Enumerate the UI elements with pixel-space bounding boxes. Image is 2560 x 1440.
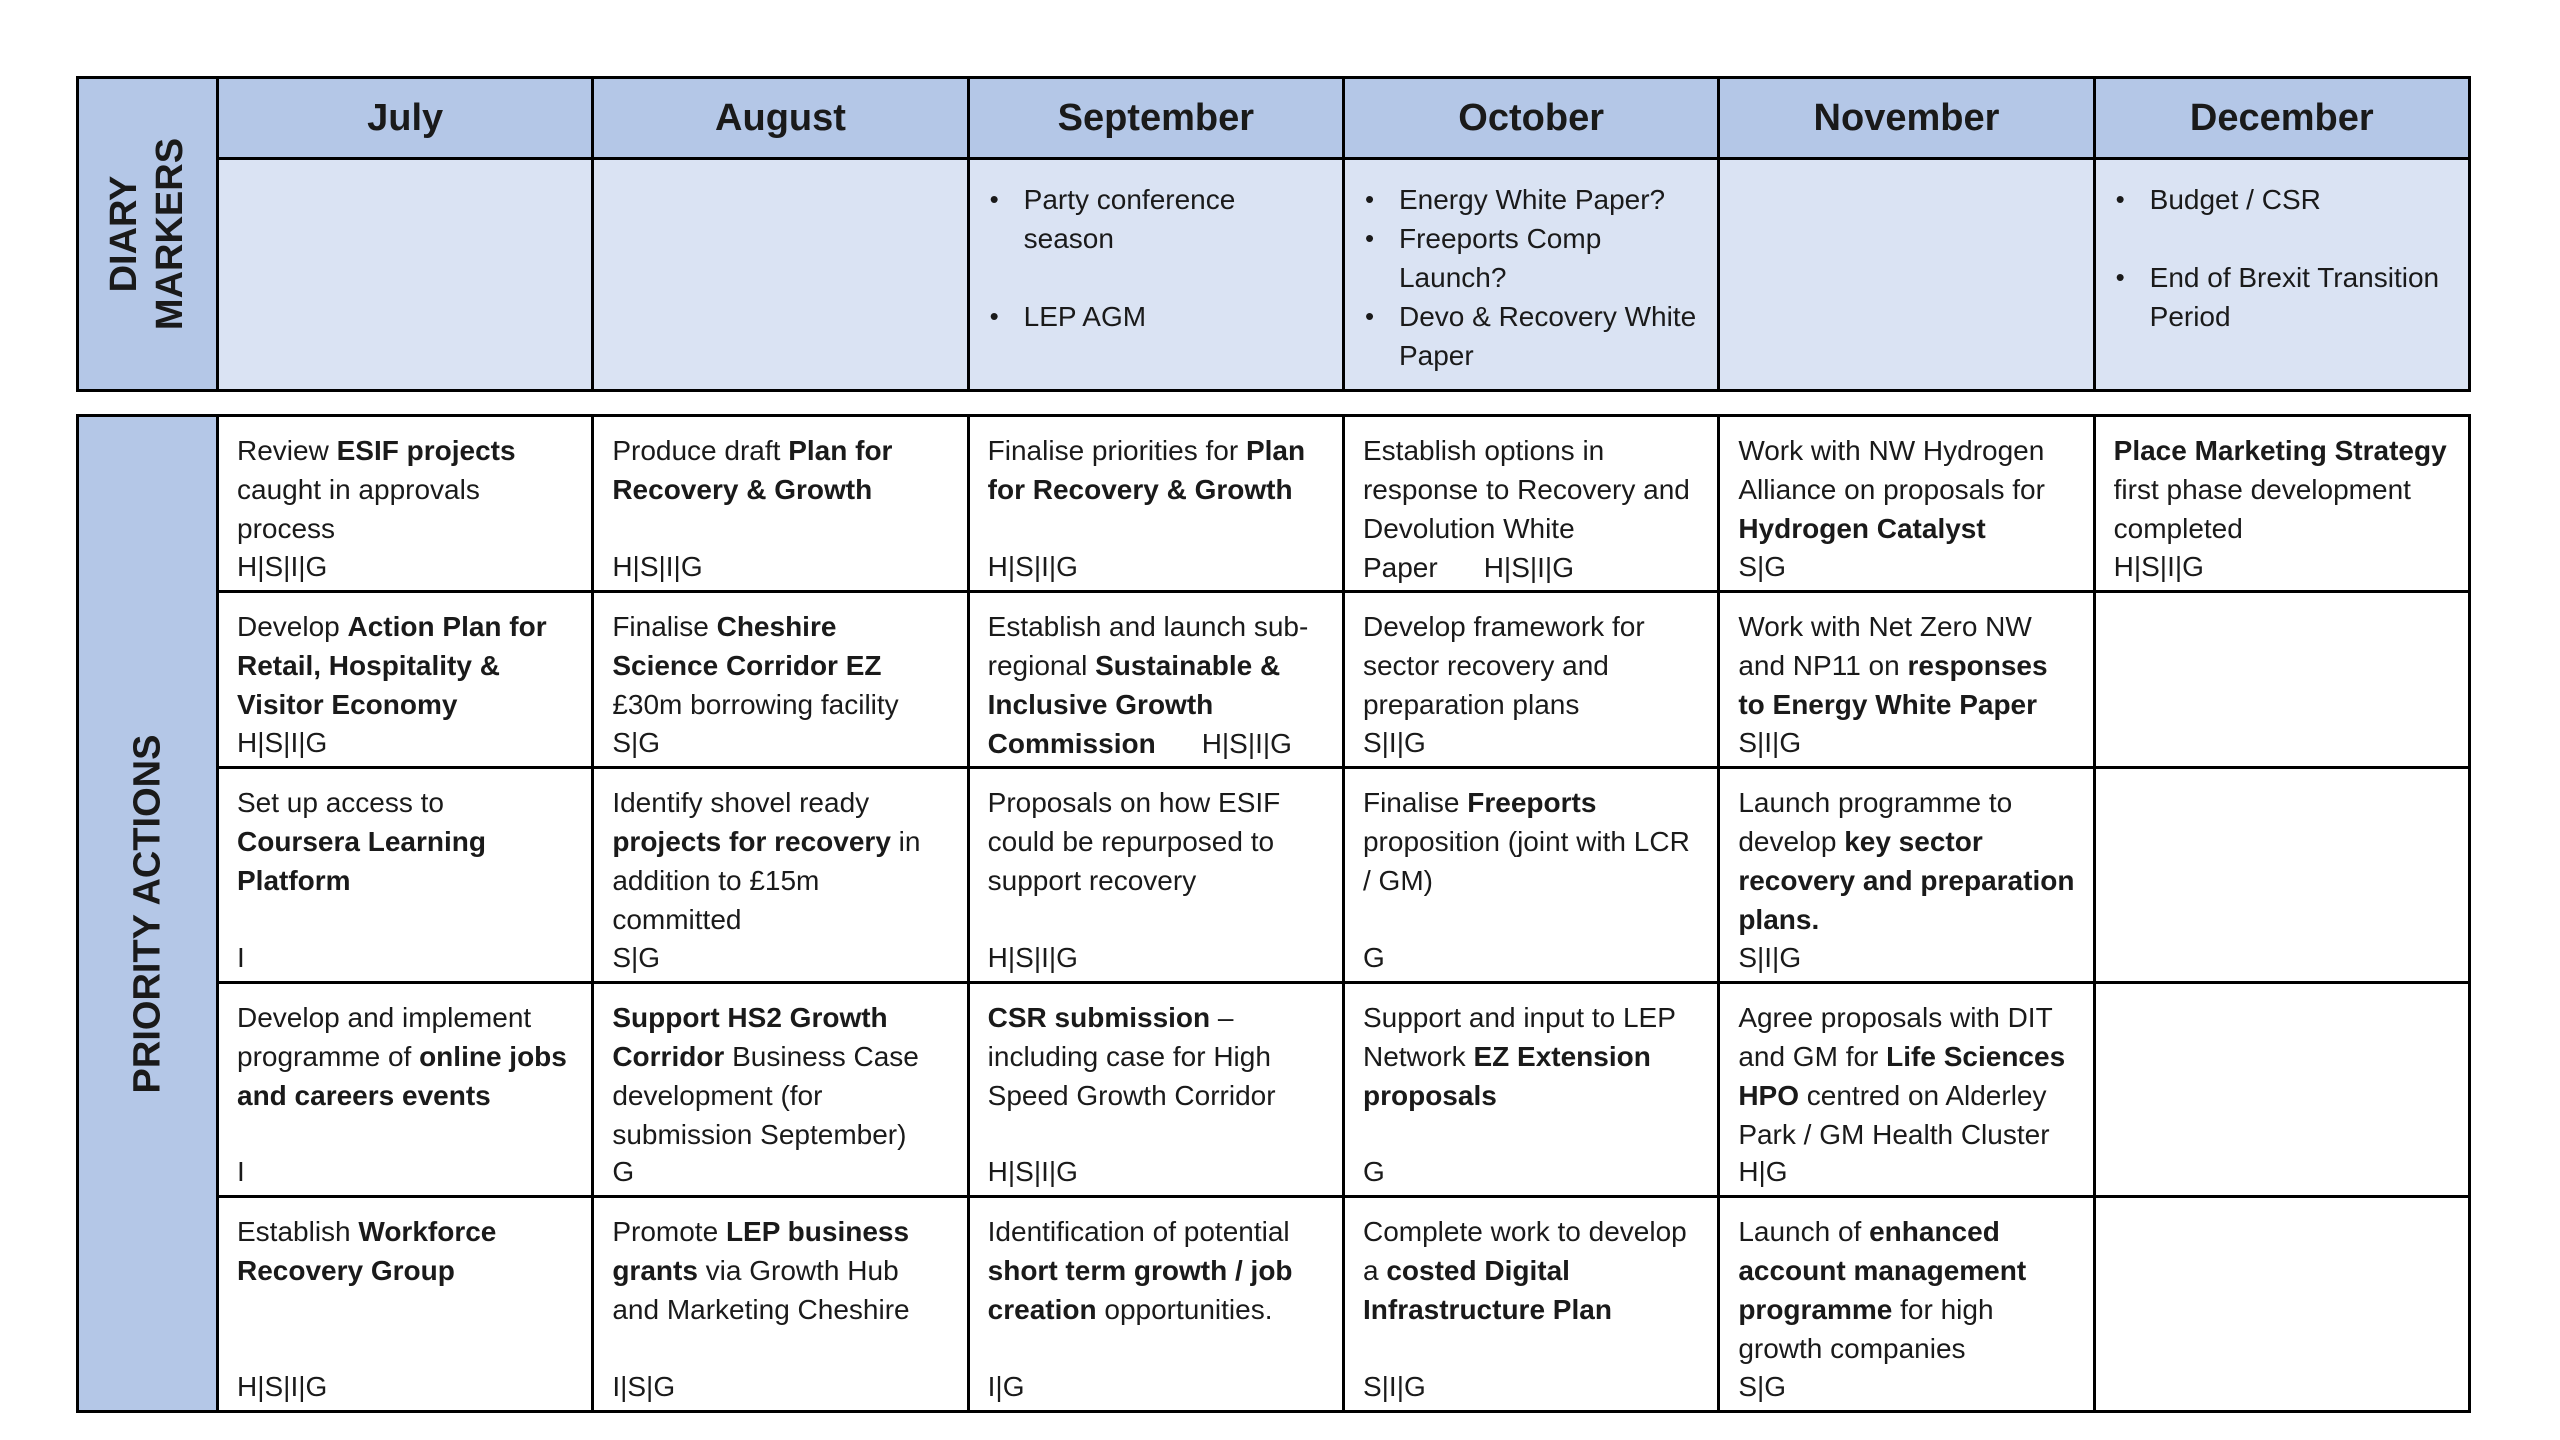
priority-row [78, 768, 2470, 983]
action-text: centred on Alderley Park / GM Health Cluster [1738, 1080, 2050, 1150]
month-header-august: August [593, 78, 968, 159]
action-cell-october [1343, 983, 1718, 1197]
action-text: opportunities. [1096, 1294, 1273, 1325]
action-cell-july [218, 983, 593, 1197]
action-text: Produce draft [612, 435, 789, 466]
stakeholder-code: I|G [987, 1371, 1025, 1402]
diary-marker-item: • Party conference season [984, 180, 1328, 258]
stakeholder-code: S|I|G [1362, 727, 1426, 758]
action-emphasis: LEP business grants [612, 1216, 910, 1286]
stakeholder-code: S|G [612, 942, 661, 973]
priority-row [78, 983, 2470, 1197]
action-description [237, 783, 573, 900]
action-text: via Growth Hub and Marketing Cheshire [612, 1255, 910, 1325]
action-text: Establish options in response to Recovery and Devolution White Paper [1362, 435, 1690, 583]
action-description [237, 1212, 573, 1290]
diary-marker-item: • End of Brexit Transition Period [2110, 258, 2454, 336]
action-description [612, 783, 948, 939]
action-cell-november [1719, 416, 2094, 592]
action-description [1363, 431, 1699, 587]
stakeholder-code: S|G [1738, 551, 1787, 582]
action-emphasis: responses to Energy White Paper [1738, 650, 2048, 720]
diary-markers-table [76, 76, 2471, 392]
action-description [1363, 783, 1699, 900]
diary-cell-december [2094, 159, 2469, 391]
stakeholder-code: H|S|I|G [237, 1371, 328, 1402]
action-cell-november [1719, 1197, 2094, 1412]
action-description [237, 431, 573, 548]
action-cell-august [593, 983, 968, 1197]
action-description [237, 998, 573, 1115]
action-cell-december [2094, 983, 2469, 1197]
action-text: Finalise [1362, 787, 1468, 818]
action-cell-august [593, 592, 968, 768]
action-emphasis: Cheshire Science Corridor EZ [612, 611, 882, 681]
stakeholder-code: H|S|I|G [987, 551, 1078, 582]
priority-actions-table [76, 414, 2471, 1413]
action-emphasis: Plan for Recovery & Growth [612, 435, 893, 505]
action-emphasis: Support HS2 Growth Corridor [612, 1002, 888, 1072]
action-text: Develop framework for sector recovery and preparation plans [1362, 611, 1645, 720]
action-description [1738, 1212, 2074, 1368]
action-description [237, 607, 573, 724]
action-text: Identify shovel ready [612, 787, 870, 818]
stakeholder-code: I|S|G [612, 1371, 676, 1402]
action-cell-september [968, 1197, 1343, 1412]
action-text: Promote [612, 1216, 726, 1247]
action-emphasis: EZ Extension proposals [1362, 1041, 1651, 1111]
diary-markers-row [78, 159, 2470, 391]
diary-marker-item: • Energy White Paper? [1359, 180, 1703, 219]
action-text: Establish [237, 1216, 359, 1247]
action-text: £30m borrowing facility [612, 689, 899, 720]
action-cell-september [968, 416, 1343, 592]
action-cell-july [218, 592, 593, 768]
action-text: Review [237, 435, 337, 466]
action-cell-august [593, 416, 968, 592]
action-emphasis: online jobs and careers events [237, 1041, 567, 1111]
action-description [612, 607, 948, 724]
action-emphasis: enhanced account management programme [1738, 1216, 2027, 1325]
stakeholder-code: H|S|I|G [1483, 552, 1574, 583]
action-cell-december [2094, 416, 2469, 592]
action-emphasis: short term growth / job creation [987, 1255, 1293, 1325]
action-cell-november [1719, 983, 2094, 1197]
stakeholder-code: H|S|I|G [237, 551, 328, 582]
action-cell-september [968, 768, 1343, 983]
diary-markers-label-cell [78, 78, 218, 391]
action-cell-july [218, 1197, 593, 1412]
month-header-november: November [1719, 78, 2094, 159]
action-cell-october [1343, 592, 1718, 768]
action-emphasis: Coursera Learning Platform [237, 826, 486, 896]
month-header-october: October [1343, 78, 1718, 159]
stakeholder-code: S|I|G [1362, 1371, 1426, 1402]
action-description [612, 998, 948, 1154]
action-text: Launch of [1738, 1216, 1870, 1247]
action-description [1738, 431, 2074, 548]
action-description [1363, 998, 1699, 1115]
action-description [988, 998, 1324, 1115]
action-text: first phase development completed [2113, 474, 2411, 544]
action-cell-july [218, 416, 593, 592]
action-text: Work with NW Hydrogen Alliance on proposals for [1738, 435, 2045, 505]
diary-marker-list [1359, 180, 1703, 375]
action-cell-december [2094, 592, 2469, 768]
action-description [1738, 783, 2074, 939]
action-emphasis: costed Digital Infrastructure Plan [1362, 1255, 1612, 1325]
action-text: Finalise priorities for [987, 435, 1246, 466]
action-emphasis: Life Sciences HPO [1738, 1041, 2066, 1111]
stakeholder-code: H|S|I|G [987, 1156, 1078, 1187]
action-text: Work with Net Zero NW and NP11 on [1738, 611, 2032, 681]
diary-marker-item: • Freeports Comp Launch? [1359, 219, 1703, 297]
action-description [988, 783, 1324, 900]
stakeholder-code: S|G [612, 727, 661, 758]
action-description [988, 1212, 1324, 1329]
action-text: Business Case development (for submission September) [612, 1041, 919, 1150]
priority-row [78, 592, 2470, 768]
stakeholder-code: S|G [1738, 1371, 1787, 1402]
action-description [1738, 998, 2074, 1154]
action-text: in addition to £15m committed [612, 826, 921, 935]
action-text: Set up access to [237, 787, 445, 818]
action-text: proposition (joint with LCR / GM) [1362, 826, 1690, 896]
action-emphasis: key sector recovery and preparation plans. [1738, 826, 2075, 935]
action-emphasis: Freeports [1467, 787, 1597, 818]
month-header-july: July [218, 78, 593, 159]
action-emphasis: Sustainable & Inclusive Growth Commission [987, 650, 1281, 759]
action-text: Establish and launch sub-regional [987, 611, 1309, 681]
stakeholder-code: G [1362, 942, 1385, 973]
action-emphasis: Action Plan for Retail, Hospitality & Visitor Economy [237, 611, 547, 720]
diary-cell-november [1719, 159, 2094, 391]
stakeholder-code: S|I|G [1738, 727, 1802, 758]
action-description [1738, 607, 2074, 724]
diary-cell-october [1343, 159, 1718, 391]
diary-marker-item: • Budget / CSR [2110, 180, 2454, 219]
action-emphasis: Hydrogen Catalyst [1738, 513, 1986, 544]
action-cell-october [1343, 1197, 1718, 1412]
action-emphasis: ESIF projects [336, 435, 516, 466]
month-header-december: December [2094, 78, 2469, 159]
action-cell-september [968, 983, 1343, 1197]
diary-label-line2: MARKERS [149, 137, 192, 331]
action-cell-december [2094, 1197, 2469, 1412]
action-text: Finalise [612, 611, 717, 642]
stakeholder-code: H|S|I|G [1201, 728, 1292, 759]
action-text: Launch programme to develop [1738, 787, 2013, 857]
action-emphasis: Place Marketing Strategy [2113, 435, 2447, 466]
stakeholder-code: S|I|G [1738, 942, 1802, 973]
diary-marker-item: • Devo & Recovery White Paper [1359, 297, 1703, 375]
action-description [612, 1212, 948, 1329]
action-cell-august [593, 768, 968, 983]
action-text: Identification of potential [987, 1216, 1290, 1247]
action-cell-august [593, 1197, 968, 1412]
diary-marker-list [984, 180, 1328, 336]
action-text: Develop and implement programme of [237, 1002, 532, 1072]
action-emphasis: Plan for Recovery & Growth [987, 435, 1306, 505]
action-text: – including case for High Speed Growth Corridor [987, 1002, 1276, 1111]
action-cell-july [218, 768, 593, 983]
action-cell-november [1719, 592, 2094, 768]
action-cell-december [2094, 768, 2469, 983]
month-header-september: September [968, 78, 1343, 159]
action-description [612, 431, 948, 509]
action-text: Agree proposals with DIT and GM for [1738, 1002, 2053, 1072]
diary-marker-item: • LEP AGM [984, 297, 1328, 336]
priority-actions-label: PRIORITY ACTIONS [126, 734, 169, 1093]
diary-cell-august [593, 159, 968, 391]
action-text: for high growth companies [1738, 1294, 1994, 1364]
stakeholder-code: G [612, 1156, 635, 1187]
action-emphasis: projects for recovery [612, 826, 891, 857]
action-cell-october [1343, 416, 1718, 592]
diary-cell-july [218, 159, 593, 391]
action-emphasis: Workforce Recovery Group [237, 1216, 497, 1286]
priority-row [78, 416, 2470, 592]
action-cell-october [1343, 768, 1718, 983]
diary-marker-list [2110, 180, 2454, 336]
month-header-row [78, 78, 2470, 159]
stakeholder-code: G [1362, 1156, 1385, 1187]
action-description [1363, 607, 1699, 724]
action-cell-november [1719, 768, 2094, 983]
stakeholder-code: I [237, 942, 245, 973]
action-description [988, 431, 1324, 509]
action-text: caught in approvals process [237, 474, 480, 544]
priority-row [78, 1197, 2470, 1412]
action-text: Support and input to LEP Network [1362, 1002, 1676, 1072]
stakeholder-code: H|S|I|G [987, 942, 1078, 973]
action-description [988, 607, 1324, 763]
diary-label-line1: DIARY [103, 175, 146, 293]
action-description [2114, 431, 2450, 548]
action-description [1363, 1212, 1699, 1329]
action-cell-september [968, 592, 1343, 768]
stakeholder-code: H|S|I|G [2113, 551, 2204, 582]
diary-cell-september [968, 159, 1343, 391]
stakeholder-code: H|S|I|G [612, 551, 703, 582]
action-text: Complete work to develop a [1362, 1216, 1687, 1286]
stakeholder-code: H|S|I|G [237, 727, 328, 758]
priority-actions-label-cell [78, 416, 218, 1412]
stakeholder-code: I [237, 1156, 245, 1187]
action-text: Develop [237, 611, 348, 642]
action-text: Proposals on how ESIF could be repurposed to support recovery [987, 787, 1281, 896]
stakeholder-code: H|G [1738, 1156, 1788, 1187]
action-emphasis: CSR submission [987, 1002, 1211, 1033]
